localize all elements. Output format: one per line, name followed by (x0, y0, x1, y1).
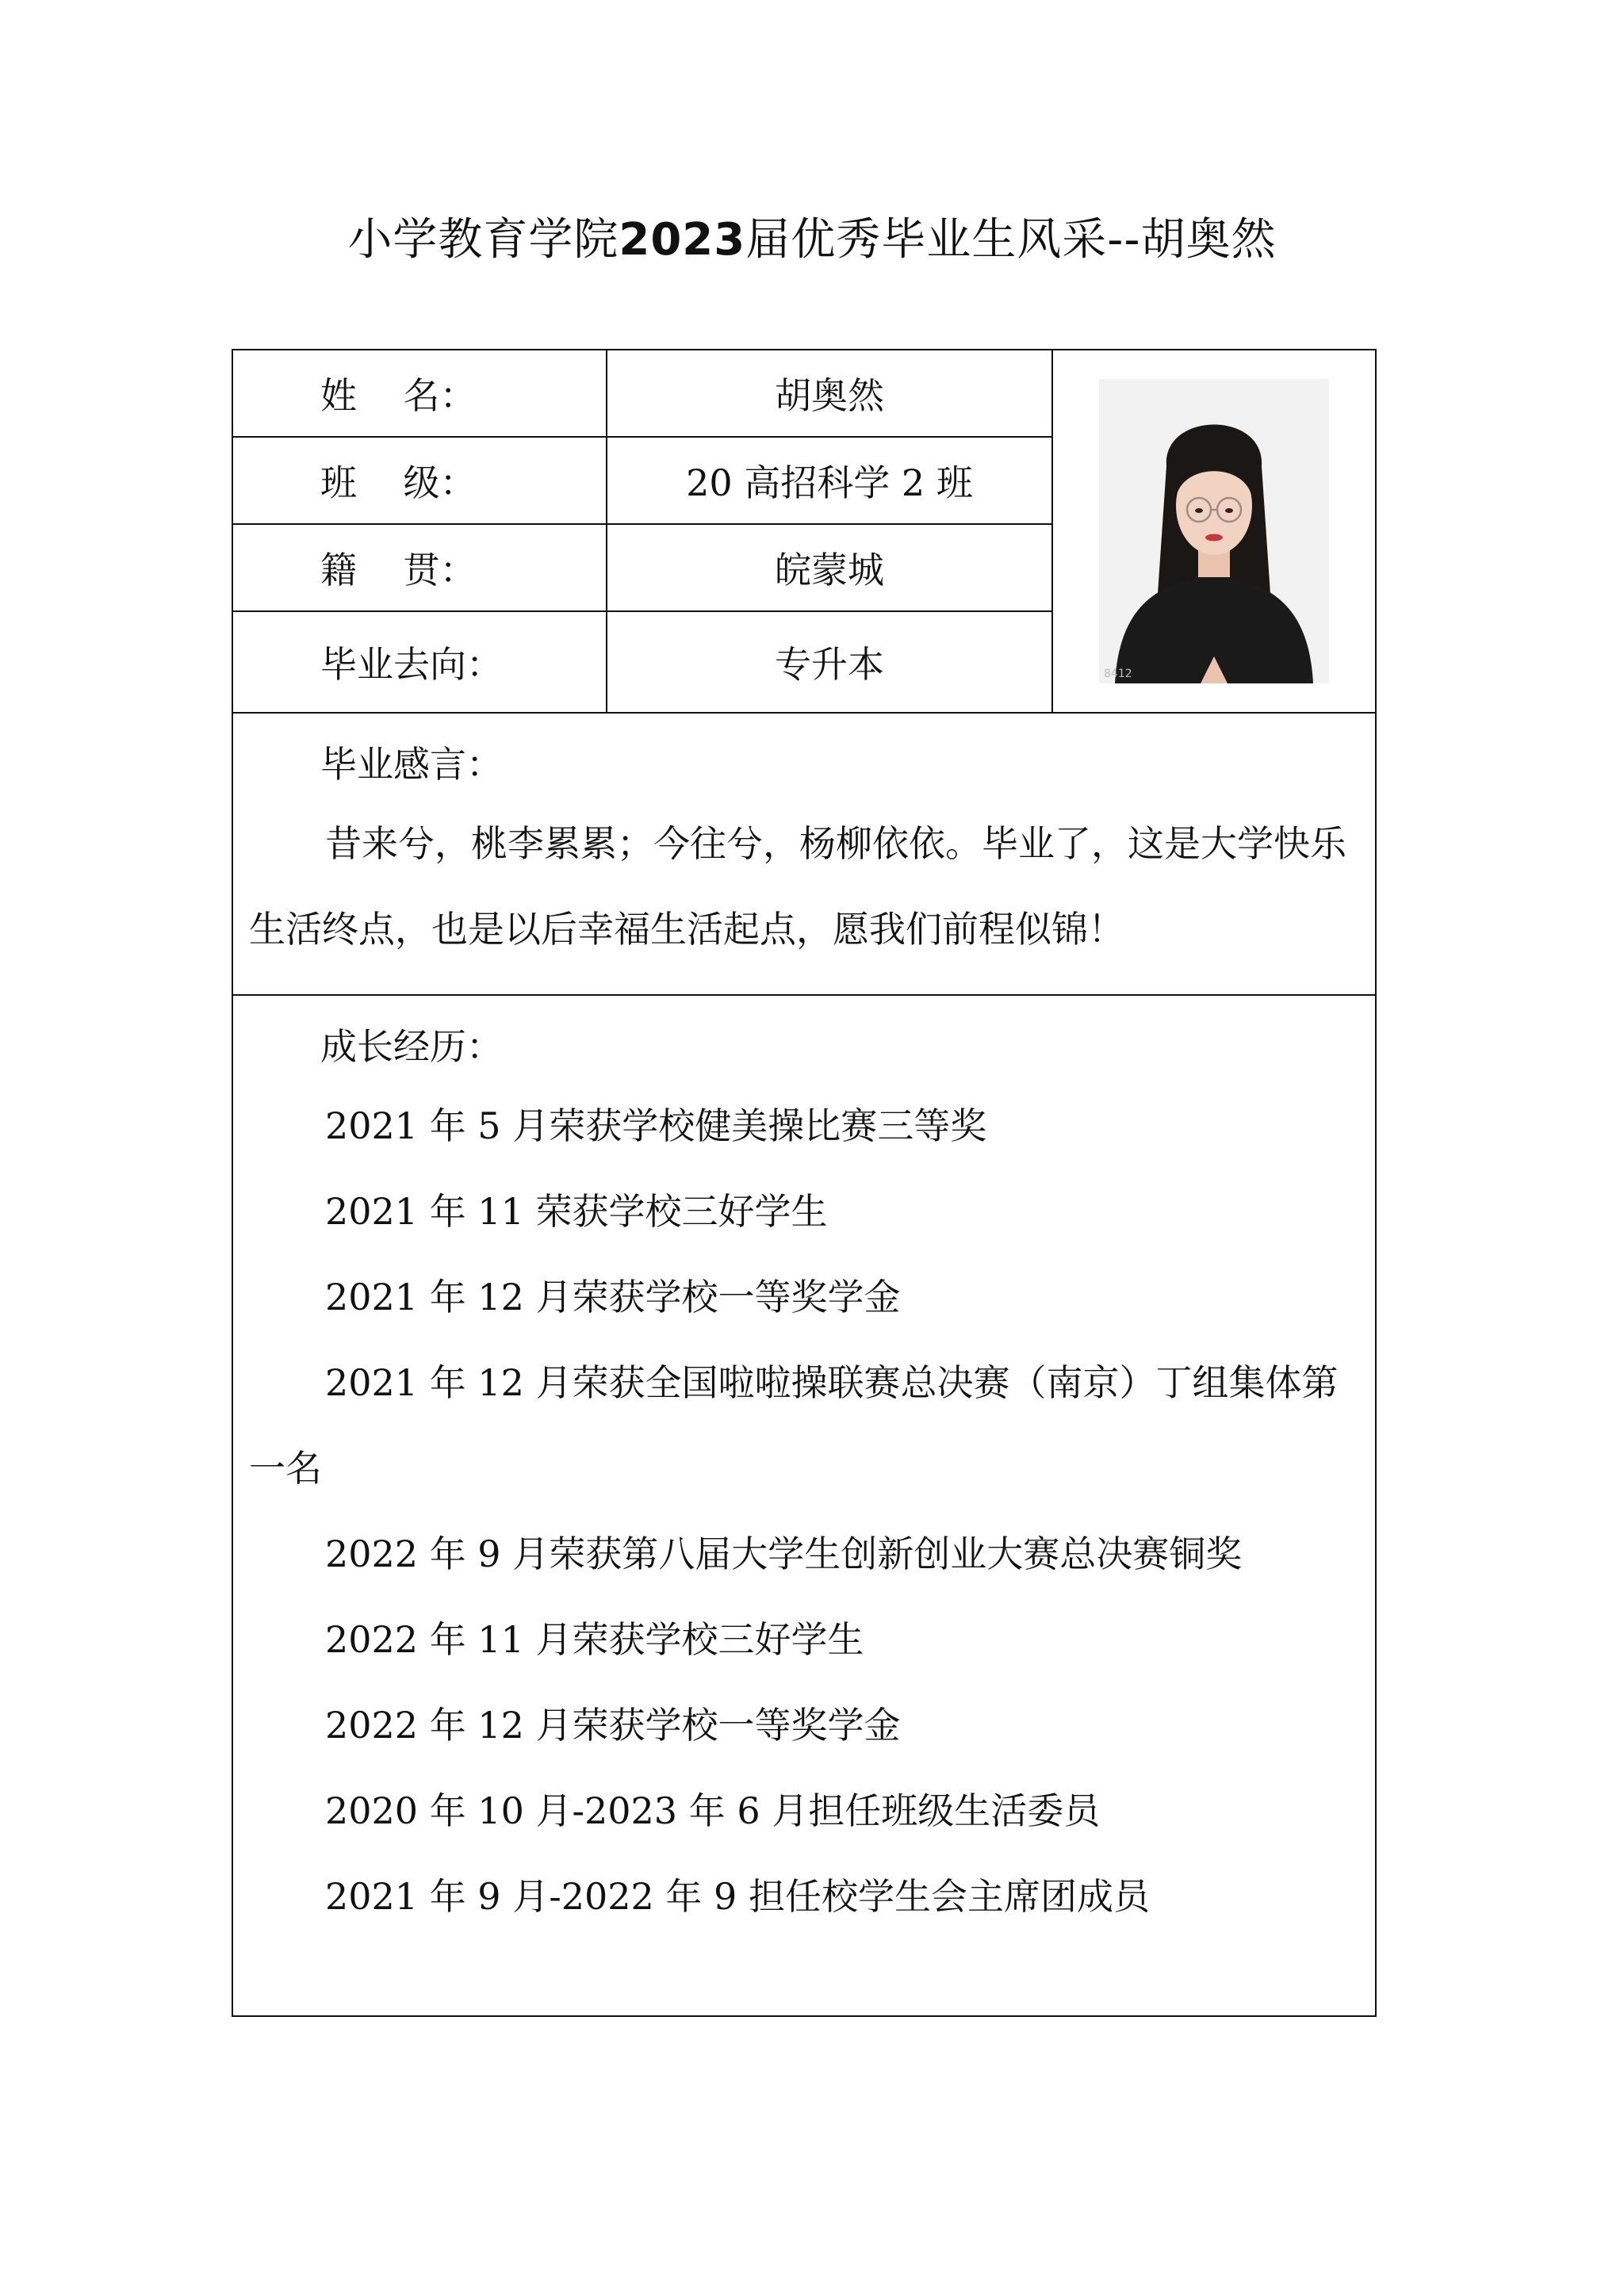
page-title (0, 205, 1624, 268)
field-label-hometown: 籍 贯： (232, 524, 607, 611)
growth-row (232, 995, 1376, 2016)
growth-section (232, 995, 1376, 2016)
growth-item: 2021 年 12 月荣获学校一等奖学金 (325, 1276, 901, 1318)
growth-item: 2021 年 12 月荣获全国啦啦操联赛总决赛（南京）丁组集体第一名 (249, 1361, 1339, 1490)
growth-item: 2022 年 11 月荣获学校三好学生 (325, 1618, 864, 1661)
title-part2: 届优秀毕业生风采--胡奥然 (745, 214, 1277, 266)
growth-item: 2020 年 10 月-2023 年 6 月担任班级生活委员 (325, 1789, 1101, 1832)
growth-heading: 成长经历： (320, 1025, 503, 1068)
field-label-destination: 毕业去向： (232, 611, 607, 713)
field-value-destination: 专升本 (607, 611, 1052, 713)
field-label-class: 班 级： (232, 437, 607, 524)
field-value-class: 20 高招科学 2 班 (607, 437, 1052, 524)
growth-item: 2021 年 9 月-2022 年 9 担任校学生会主席团成员 (325, 1875, 1150, 1918)
title-part1: 小学教育学院 (347, 214, 619, 266)
remarks-heading: 毕业感言： (320, 743, 503, 786)
field-value-hometown: 皖蒙城 (607, 524, 1052, 611)
profile-table (232, 349, 1377, 2017)
remarks-text: 昔来兮，桃李累累；今往兮，杨柳依依。毕业了，这是大学快乐生活终点，也是以后幸福生活起点，愿我们前程似锦！ (249, 822, 1346, 951)
portrait-photo (1099, 379, 1329, 683)
growth-item: 2022 年 9 月荣获第八届大学生创新创业大赛总决赛铜奖 (325, 1533, 1243, 1575)
field-row-name (232, 350, 1376, 437)
field-value-name: 胡奥然 (607, 350, 1052, 437)
remarks-section (232, 713, 1376, 995)
photo-stamp: 8412 (1104, 668, 1132, 680)
field-label-name: 姓 名： (232, 350, 607, 437)
remarks-row (232, 713, 1376, 995)
photo-cell (1052, 350, 1376, 713)
title-year: 2023 (619, 214, 746, 266)
growth-item: 2021 年 11 荣获学校三好学生 (325, 1190, 828, 1233)
growth-item: 2021 年 5 月荣获学校健美操比赛三等奖 (325, 1104, 987, 1147)
growth-item: 2022 年 12 月荣获学校一等奖学金 (325, 1704, 901, 1747)
